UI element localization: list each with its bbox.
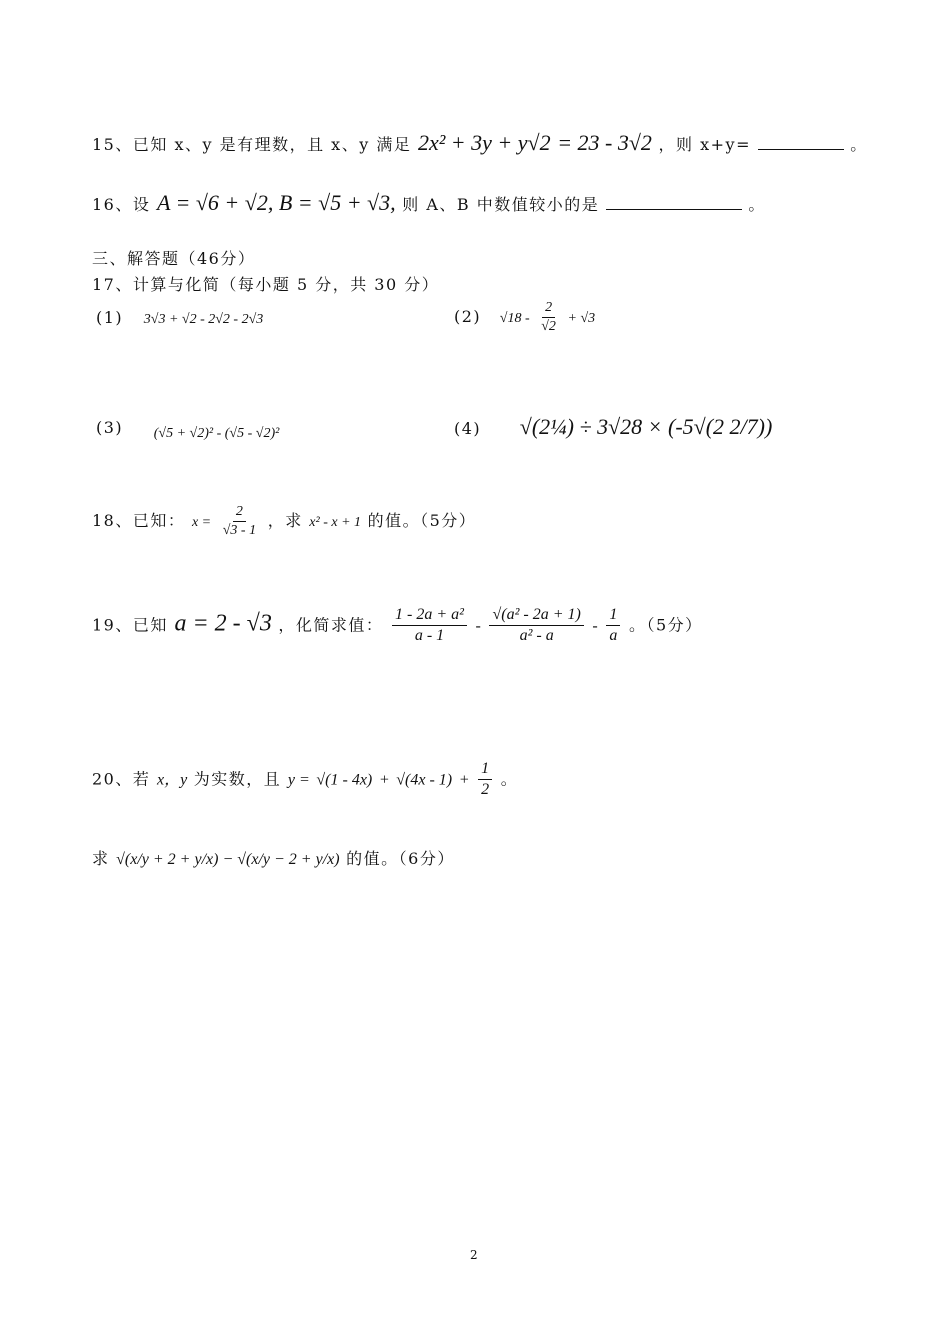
- q19-fraction-2: [489, 606, 583, 646]
- q17-p2-a: √18 -: [499, 311, 530, 327]
- q19-fraction-3: [606, 606, 620, 646]
- q19-minus-1: -: [475, 617, 481, 635]
- q16-prefix: 16、设: [92, 195, 151, 214]
- question-17-title: 17、计算与化简（每小题 5 分，共 30 分）: [92, 275, 440, 294]
- q18-numerator: 2: [233, 504, 246, 522]
- q20-radical-2: √(4x - 1): [396, 771, 453, 789]
- q19-given: a = 2 - √3: [174, 610, 272, 637]
- q17-p3-expression: (√5 + √2)² - (√5 - √2)²: [153, 426, 280, 441]
- q20-plus-2: +: [458, 771, 470, 789]
- q17-p4-expression: √(2¼) ÷ 3√28 × (-5√(2 2/7)): [519, 414, 773, 439]
- q15-end: 。: [850, 135, 868, 154]
- q15-equation-left: 2x² + 3y + y√2: [417, 130, 551, 155]
- q17-p2-denominator: √2: [541, 319, 556, 335]
- q18-denominator: √3 - 1: [222, 523, 257, 539]
- q20-line2-expression: √(x/y + 2 + y/x) − √(x/y − 2 + y/x): [116, 851, 340, 868]
- q19-suffix: 。（5分）: [628, 615, 703, 635]
- q20-y-equals: y =: [287, 771, 310, 789]
- q20-half-denominator: 2: [481, 781, 490, 799]
- q20-vars: x，y: [156, 771, 188, 789]
- q15-answer-blank[interactable]: [758, 135, 844, 150]
- q15-equation-right: = 23 - 3√2: [557, 130, 652, 155]
- q20-radical-1: √(1 - 4x): [316, 771, 373, 789]
- q19-fraction-1: [392, 606, 467, 646]
- q18-prefix: 18、已知：: [92, 511, 186, 531]
- q20-line2-suffix: 的值。（6分）: [346, 849, 455, 868]
- q20-end: 。: [500, 769, 519, 789]
- q18-mid: ，求: [267, 511, 303, 531]
- q17-p2-numerator: 2: [542, 300, 555, 318]
- q17-part-2: [454, 300, 595, 335]
- q17-p3-label: (3): [96, 418, 124, 437]
- section-3-title: 三、解答题（46分）: [92, 249, 256, 268]
- question-15: [92, 130, 868, 156]
- q17-p2-b: + √3: [567, 311, 596, 327]
- q20-plus-1: +: [378, 771, 390, 789]
- q17-part-1: [96, 308, 263, 328]
- q18-expression: x² - x + 1: [309, 515, 362, 531]
- q17-p2-fraction: [538, 300, 559, 335]
- q16-end: 。: [748, 195, 766, 214]
- q19-f1-numerator: 1 - 2a + a²: [392, 606, 467, 626]
- q16-text: 则 A、B 中数值较小的是: [402, 195, 600, 214]
- q15-prefix: 15、已知 x、y 是有理数，且 x、y 满足: [92, 135, 412, 154]
- q19-prefix: 19、已知: [92, 615, 168, 635]
- q16-answer-blank[interactable]: [606, 195, 742, 210]
- q19-minus-2: -: [592, 617, 598, 635]
- q18-fraction: [220, 504, 259, 539]
- q20-prefix: 20、若: [92, 769, 151, 789]
- q19-f2-numerator: √(a² - 2a + 1): [489, 606, 583, 626]
- q17-part-3: [96, 418, 280, 441]
- q19-f3-denominator: a: [609, 627, 618, 645]
- q18-suffix: 的值。（5分）: [367, 511, 477, 531]
- q17-part-4: [454, 414, 772, 440]
- q19-f2-denominator: a² - a: [519, 627, 554, 645]
- q19-f3-numerator: 1: [606, 606, 620, 626]
- question-18: [92, 504, 476, 539]
- page-number: 2: [470, 1248, 478, 1262]
- question-16: [92, 190, 766, 216]
- q17-p1-label: (1): [96, 308, 124, 327]
- q20-half-fraction: [478, 760, 492, 800]
- q15-suffix: ，则 x+y=: [658, 135, 751, 154]
- question-19: [92, 606, 703, 646]
- q20-line2-prefix: 求: [92, 849, 110, 868]
- question-20-line-2: [92, 846, 455, 869]
- q17-p2-label: (2): [454, 307, 482, 327]
- q17-p1-expression: 3√3 + √2 - 2√2 - 2√3: [143, 312, 264, 327]
- q20-half-numerator: 1: [478, 760, 492, 780]
- q19-mid: ，化简求值：: [278, 615, 384, 635]
- q18-x-equals: x =: [191, 515, 212, 531]
- question-20: [92, 760, 518, 800]
- q20-mid: 为实数，且: [193, 769, 282, 789]
- q16-expression: A = √6 + √2, B = √5 + √3,: [156, 190, 396, 215]
- q19-f1-denominator: a - 1: [414, 627, 445, 645]
- q17-p4-label: (4): [454, 419, 482, 438]
